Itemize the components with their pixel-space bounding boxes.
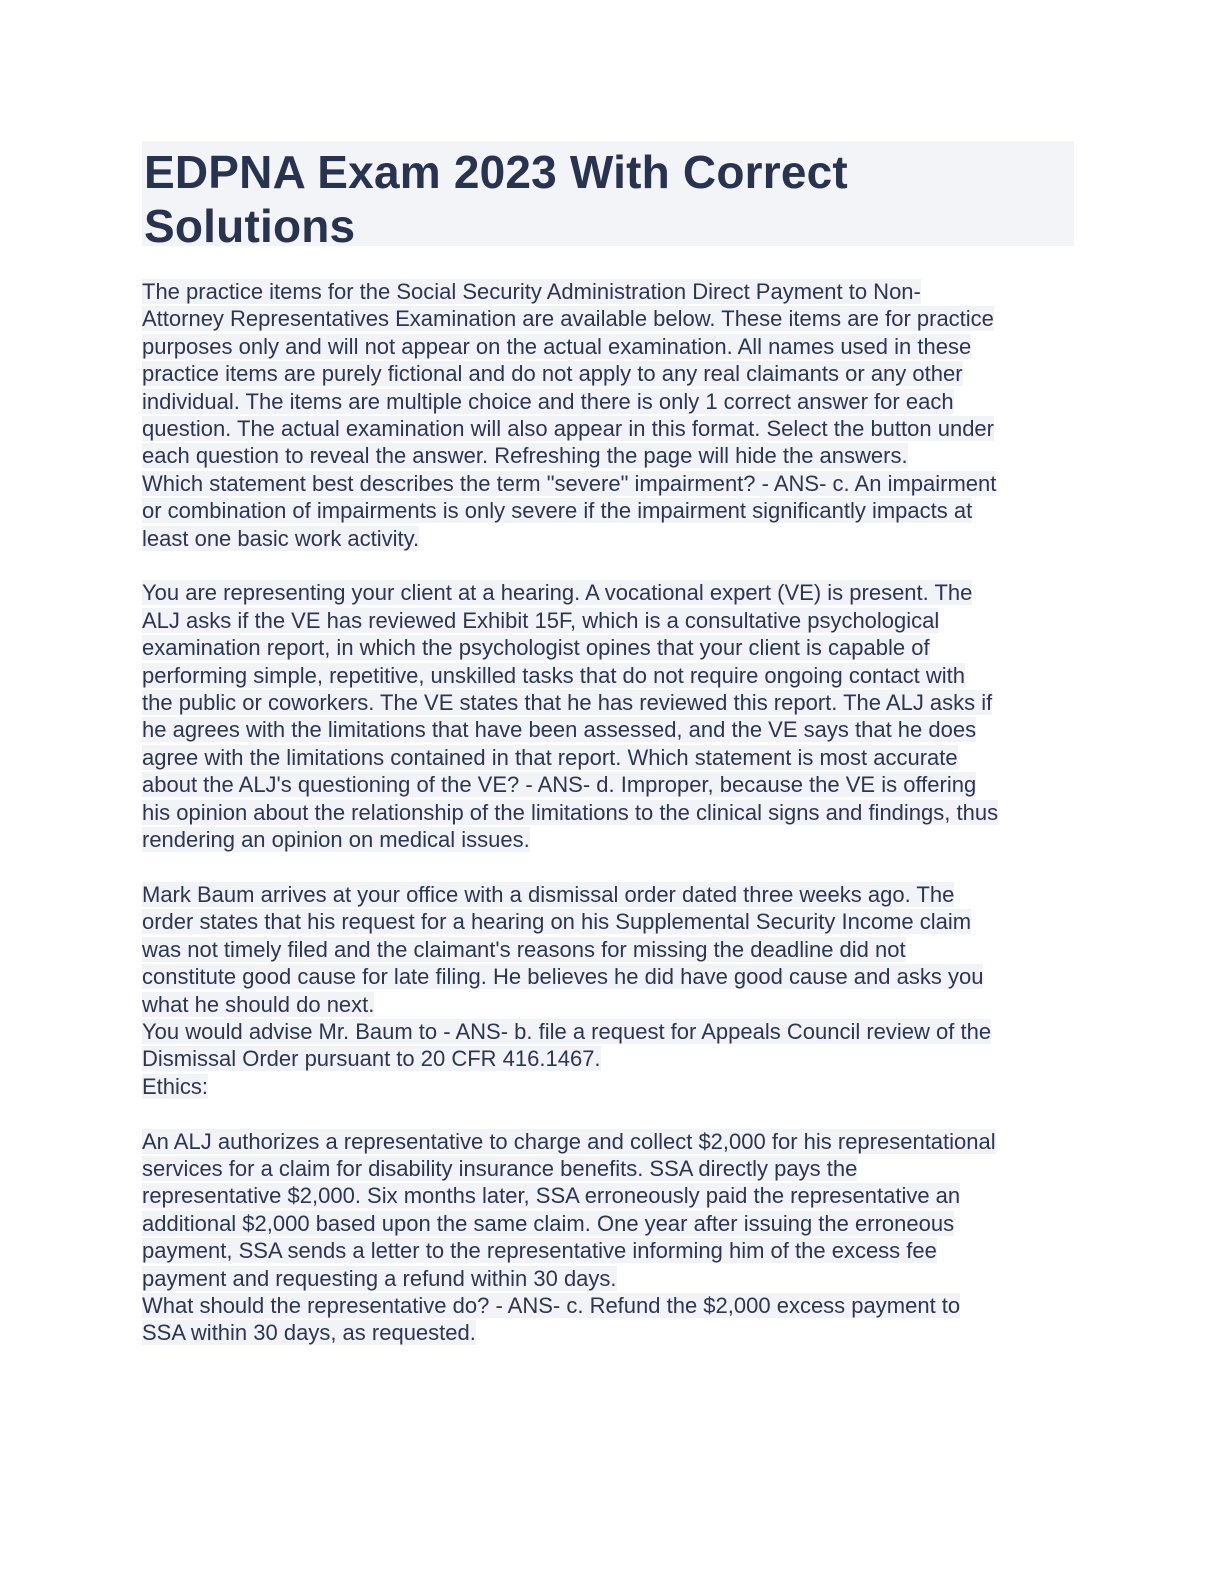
text-line	[142, 881, 1074, 908]
title-line: EDPNA Exam 2023 With Correct	[144, 146, 848, 198]
text-line	[142, 305, 1074, 332]
text-line-content: constitute good cause for late filing. He believes he did have good cause and asks you	[142, 964, 984, 990]
text-line-content: examination report, in which the psychologist opines that your client is capable of	[142, 635, 930, 661]
text-line	[142, 415, 1074, 442]
text-line	[142, 1319, 1074, 1346]
paragraph	[142, 579, 1074, 853]
text-line-content: Attorney Representatives Examination are available below. These items are for practice	[142, 306, 994, 332]
text-line	[142, 634, 1074, 661]
text-line-content: the public or coworkers. The VE states that he has reviewed this report. The ALJ asks if	[142, 690, 993, 716]
text-line-content: order states that his request for a hearing on his Supplemental Security Income claim	[142, 909, 972, 935]
text-line-content: What should the representative do? - ANS- c. Refund the $2,000 excess payment to	[142, 1292, 961, 1318]
text-line	[142, 1018, 1074, 1045]
text-line	[142, 1210, 1074, 1237]
paragraph-gap	[142, 854, 1074, 881]
text-line	[142, 497, 1074, 524]
text-line-content: An ALJ authorizes a representative to charge and collect $2,000 for his representational	[142, 1128, 996, 1154]
text-line	[142, 333, 1074, 360]
text-line-content: performing simple, repetitive, unskilled tasks that do not require ongoing contact with	[142, 662, 965, 688]
text-line	[142, 771, 1074, 798]
text-line-content: was not timely filed and the claimant's reasons for missing the deadline did not	[142, 936, 906, 962]
text-line-content: services for a claim for disability insurance benefits. SSA directly pays the	[142, 1155, 858, 1181]
text-line-content: individual. The items are multiple choice and there is only 1 correct answer for each	[142, 388, 954, 414]
text-line	[142, 826, 1074, 853]
paragraph-gap	[142, 552, 1074, 579]
text-line-content: or combination of impairments is only severe if the impairment significantly impacts at	[142, 498, 973, 524]
text-line	[142, 1182, 1074, 1209]
text-line	[142, 525, 1074, 552]
text-line-content: each question to reveal the answer. Refreshing the page will hide the answers.	[142, 443, 908, 469]
text-line	[142, 1237, 1074, 1264]
text-line-content: ALJ asks if the VE has reviewed Exhibit 15F, which is a consultative psychological	[142, 607, 940, 633]
text-line	[142, 689, 1074, 716]
paragraph	[142, 278, 1074, 552]
text-line	[142, 1265, 1074, 1292]
text-line-content: he agrees with the limitations that have been assessed, and the VE says that he does	[142, 717, 977, 743]
text-line	[142, 963, 1074, 990]
text-line-content: Ethics:	[142, 1073, 209, 1099]
text-line-content: about the ALJ's questioning of the VE? - ANS- d. Improper, because the VE is offering	[142, 772, 977, 798]
document-title	[144, 145, 1072, 253]
text-line	[142, 1073, 1074, 1100]
text-line-content: his opinion about the relationship of the limitations to the clinical signs and findings, thus	[142, 799, 999, 825]
text-line	[142, 662, 1074, 689]
text-line	[142, 442, 1074, 469]
text-line-content: additional $2,000 based upon the same claim. One year after issuing the erroneous	[142, 1210, 955, 1236]
text-line-content: representative $2,000. Six months later, SSA erroneously paid the representative an	[142, 1183, 961, 1209]
text-line-content: purposes only and will not appear on the actual examination. All names used in these	[142, 333, 972, 359]
text-line-content: payment and requesting a refund within 30 days.	[142, 1265, 617, 1291]
title-line: Solutions	[144, 200, 356, 252]
text-line-content: Dismissal Order pursuant to 20 CFR 416.1467.	[142, 1046, 601, 1072]
text-line	[142, 388, 1074, 415]
text-line-content: Mark Baum arrives at your office with a dismissal order dated three weeks ago. The	[142, 881, 955, 907]
text-line-content: SSA within 30 days, as requested.	[142, 1320, 476, 1346]
text-line-content: agree with the limitations contained in that report. Which statement is most accurate	[142, 744, 958, 770]
paragraph-gap	[142, 1100, 1074, 1127]
text-line-content: The practice items for the Social Security Administration Direct Payment to Non-	[142, 279, 921, 304]
text-line-content: question. The actual examination will also appear in this format. Select the button under	[142, 416, 994, 442]
document-page	[142, 141, 1074, 1347]
text-line	[142, 744, 1074, 771]
text-line-content: practice items are purely fictional and do not apply to any real claimants or any other	[142, 361, 963, 387]
text-line	[142, 607, 1074, 634]
text-line	[142, 1292, 1074, 1319]
text-line-content: You are representing your client at a hearing. A vocational expert (VE) is present. The	[142, 580, 973, 606]
text-line	[142, 716, 1074, 743]
text-line	[142, 799, 1074, 826]
text-line-content: what he should do next.	[142, 991, 375, 1017]
text-line	[142, 1128, 1074, 1155]
text-line-content: least one basic work activity.	[142, 525, 420, 551]
text-line	[142, 1045, 1074, 1072]
text-line	[142, 470, 1074, 497]
text-line	[142, 278, 1074, 305]
text-line	[142, 360, 1074, 387]
text-line-content: payment, SSA sends a letter to the representative informing him of the excess fee	[142, 1238, 937, 1264]
text-line-content: rendering an opinion on medical issues.	[142, 827, 530, 853]
paragraph	[142, 1128, 1074, 1347]
text-line	[142, 936, 1074, 963]
document-body	[142, 278, 1074, 1347]
text-line	[142, 991, 1074, 1018]
text-line	[142, 908, 1074, 935]
text-line-content: You would advise Mr. Baum to - ANS- b. file a request for Appeals Council review of the	[142, 1018, 992, 1044]
text-line-content: Which statement best describes the term "severe" impairment? - ANS- c. An impairment	[142, 470, 997, 496]
text-line	[142, 1155, 1074, 1182]
text-line	[142, 579, 1074, 606]
title-block	[142, 141, 1074, 252]
paragraph	[142, 881, 1074, 1100]
